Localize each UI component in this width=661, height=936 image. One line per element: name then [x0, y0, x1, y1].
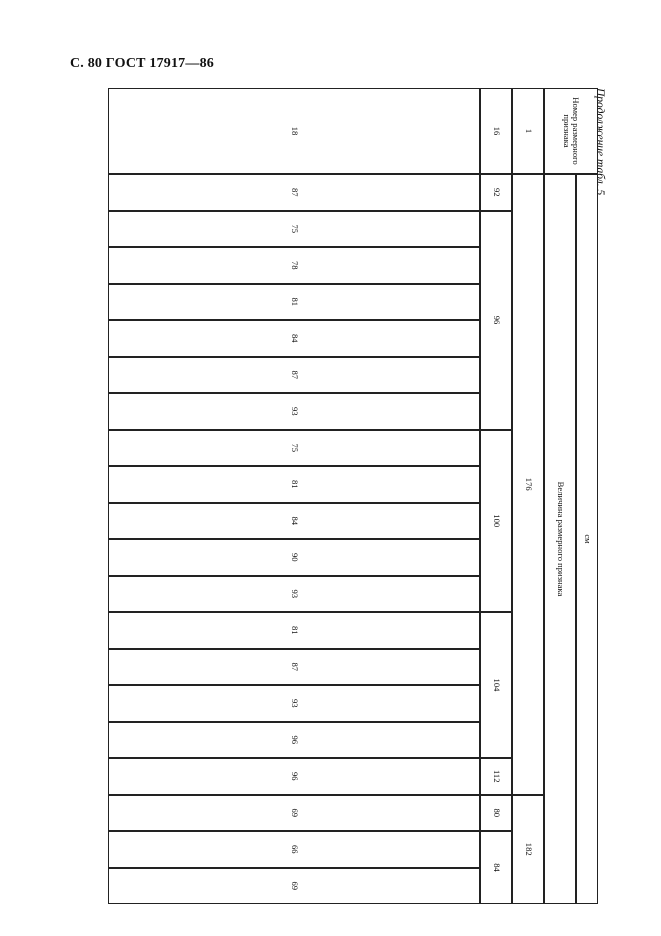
- table-wrap: [108, 88, 598, 904]
- subgroup-header-100: 100: [480, 430, 512, 613]
- col-header-90: 90: [108, 539, 480, 576]
- col-header-78: 78: [108, 247, 480, 284]
- col-header-84: 84: [108, 320, 480, 357]
- col-header-93: 93: [108, 393, 480, 430]
- col-header-93: 93: [108, 685, 480, 722]
- col-header-96: 96: [108, 722, 480, 759]
- col-header-81: 81: [108, 466, 480, 503]
- col-header-69: 69: [108, 868, 480, 905]
- col-header-81: 81: [108, 612, 480, 649]
- col-header-87: 87: [108, 649, 480, 686]
- row-header-label: Номер размерного признака: [544, 88, 598, 174]
- subgroup-header-104: 104: [480, 612, 512, 758]
- col-header-96: 96: [108, 758, 480, 795]
- group-header-176: 176: [512, 174, 544, 795]
- left-header-16: 16: [480, 88, 512, 174]
- unit-label: см: [576, 174, 598, 904]
- left-header-1: 1: [512, 88, 544, 174]
- page-header: С. 80 ГОСТ 17917—86: [70, 56, 214, 71]
- col-header-75: 75: [108, 430, 480, 467]
- group-header-182: 182: [512, 795, 544, 905]
- col-header-69: 69: [108, 795, 480, 832]
- subgroup-header-84: 84: [480, 831, 512, 904]
- subgroup-header-112: 112: [480, 758, 512, 795]
- col-header-87: 87: [108, 357, 480, 394]
- col-header-87: 87: [108, 174, 480, 211]
- col-header-81: 81: [108, 284, 480, 321]
- subgroup-header-92: 92: [480, 174, 512, 211]
- dimension-table: [108, 88, 598, 904]
- col-header-66: 66: [108, 831, 480, 868]
- subgroup-header-96: 96: [480, 211, 512, 430]
- left-header-18: 18: [108, 88, 480, 174]
- col-header-75: 75: [108, 211, 480, 248]
- continued-label: Продолжение табл. 5: [594, 88, 606, 196]
- col-header-84: 84: [108, 503, 480, 540]
- subgroup-header-80: 80: [480, 795, 512, 832]
- value-header-label: Величина размерного признака: [544, 174, 576, 904]
- col-header-93: 93: [108, 576, 480, 613]
